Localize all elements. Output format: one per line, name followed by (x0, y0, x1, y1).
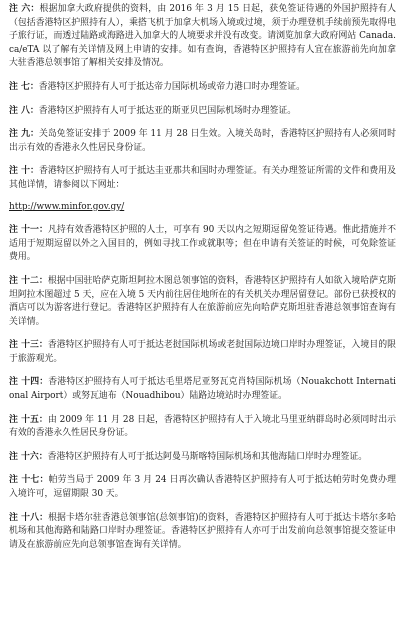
note-18 (9, 512, 396, 553)
note-label: 注 十七： (9, 475, 49, 486)
note-text: 关岛免签证安排于 2009 年 11 月 28 日生效。入境关岛时，香港特区护照持有人必须同时出示有效的香港永久性居民身份证。 (9, 129, 396, 153)
note-label: 注 十四： (9, 377, 49, 388)
note-text: 香港特区护照持有人可于抵达老挝国际机场或老挝国际边境口岸时办理签证，入境目的限于旅游观光。 (9, 340, 396, 364)
note-label: 注 十： (9, 166, 39, 177)
note-label: 注 十一： (9, 225, 48, 236)
note-label: 注 九： (9, 129, 39, 140)
note-label: 注 十六： (9, 451, 48, 462)
guyana-ministry-link[interactable]: http://www.minfor.gov.gy/ (9, 201, 125, 212)
note-label: 注 十八： (9, 512, 49, 523)
note-7 (9, 81, 396, 95)
note-text: 由 2009 年 11 月 28 日起，香港特区护照持有人于入境北马里亚纳群岛时必须同时出示有效的香港永久性居民身份证。 (9, 414, 396, 439)
note-16 (9, 451, 396, 465)
note-text: 香港特区护照持有人可于抵达亚的斯亚贝巴国际机场时办理签证。 (38, 105, 297, 116)
note-text: 香港特区护照持有人可于抵达毛里塔尼亚努瓦克肖特国际机场（Nouakchott International Airport）或努瓦迪布（Nouadhibou）陆路边境站时办理签证。 (9, 377, 397, 402)
note-15 (9, 414, 396, 441)
note-11 (9, 224, 396, 265)
note-label: 注 六： (9, 4, 40, 14)
note-label: 注 八： (9, 105, 39, 116)
note-text: 凡持有效香港特区护照的人士，可享有 90 天以内之短期逗留免签证待遇。惟此措施并不适用于短期逗留以外之入国目的，例如寻找工作或就职等；但在申请有关签证的时候，可免除签证费用。 (9, 225, 396, 263)
note-label: 注 十三： (9, 340, 48, 351)
note-13 (9, 339, 396, 366)
note-text: 香港特区护照持有人可于抵达帝力国际机场或帝力港口时办理签证。 (38, 81, 305, 92)
note-text: 香港特区护照持有人可于抵达圭亚那共和国时办理签证。有关办理签证所需的文件和费用及其他详情，请参阅以下网址： (9, 166, 397, 190)
note-label: 注 十五： (9, 414, 48, 425)
note-text: 帕劳当局于 2009 年 3 月 24 日再次确认香港特区护照持有人可于抵达帕劳时免费办理入境许可，逗留期限 30 天。 (9, 475, 397, 500)
note-label: 注 七： (9, 81, 39, 92)
note-10-link-line (9, 201, 396, 215)
note-text: 根据卡塔尔驻香港总领事馆(总领事馆)的资料，香港特区护照持有人可于抵达卡塔尔多哈机场和其他海路和陆路口岸时办理签证。香港特区护照持有人亦可于出发前向总领事馆提交签证申请及在旅游前应先向总领事馆查询有关详情。 (9, 512, 397, 550)
note-text: 香港特区护照持有人可于抵达阿曼马斯喀特国际机场和其他海陆口岸时办理签证。 (47, 451, 368, 462)
note-12 (9, 275, 396, 329)
note-text: 根据加拿大政府提供的资料，由 2016 年 3 月 15 日起，获免签证待遇的外国护照持有人（包括香港特区护照持有人），乘搭飞机于加拿大机场入境或过境，须于办理登机手续前预先取得电子旅行证，而透过陆路或海路进入加拿大的人境要求并没有改变。请浏览加拿大政府网站 Canada.ca/eTA 以了解有关详情及网上申请的安排。如有查询，香港特区护照持有人宜在旅游前先向加拿大驻香港总领事馆了解相关安排及情况。 (9, 4, 397, 69)
note-10 (9, 165, 396, 192)
note-17 (9, 474, 396, 501)
note-9 (9, 128, 396, 155)
note-label: 注 十二： (9, 275, 48, 286)
note-14 (9, 376, 396, 403)
note-6 (9, 3, 396, 71)
note-text: 根据中国驻哈萨克斯坦阿拉木图总领事馆的资料，香港特区护照持有人如欲入境哈萨克斯坦阿拉木图超过 5 天，应在入境 5 天内前往居住地所在的有关机关办理居留登记。部份已获授权的酒店可以为游客进行登记。香港特区护照持有人在旅游前应先向哈萨克斯坦驻香港总领事馆查询有关详情。 (9, 275, 396, 327)
note-8 (9, 105, 396, 119)
